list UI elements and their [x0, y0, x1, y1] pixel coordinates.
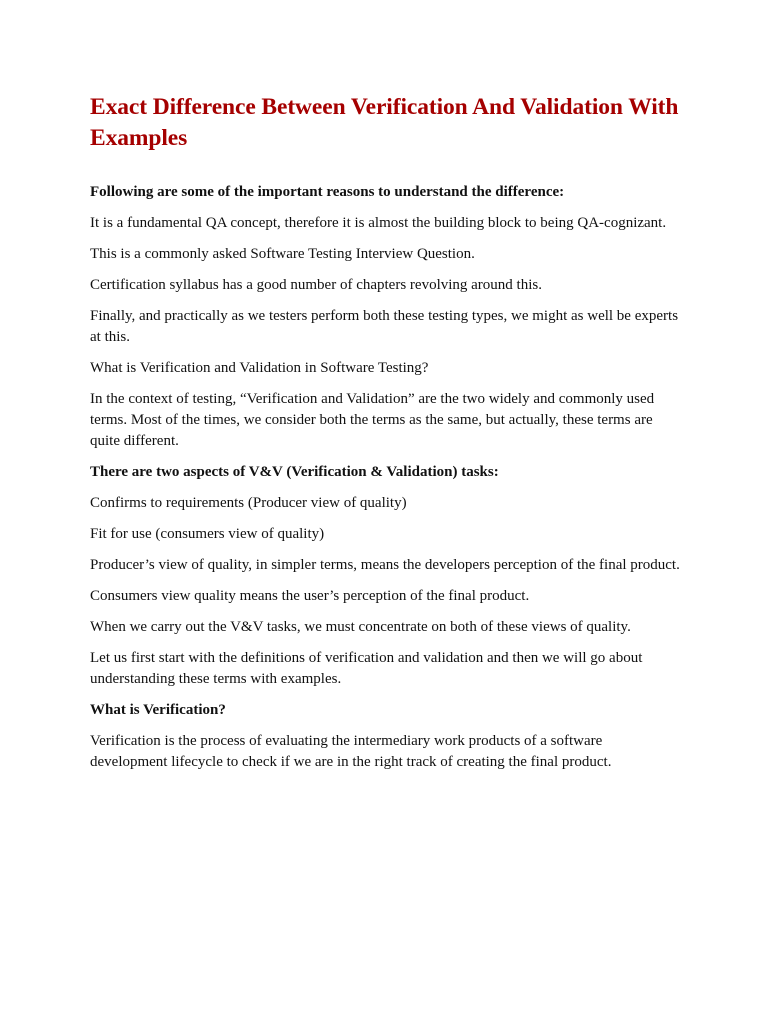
paragraph: Certification syllabus has a good number of chapters revolving around this.: [90, 277, 542, 293]
document-body: [90, 182, 682, 773]
paragraph: What is Verification and Validation in Software Testing?: [90, 360, 429, 376]
paragraph: In the context of testing, “Verification and Validation” are the two widely and commonly used terms. Most of the times, we consider both the terms as the same, but actually, these terms are quite different.: [90, 391, 655, 449]
paragraph: Confirms to requirements (Producer view of quality): [90, 495, 407, 511]
paragraph: Consumers view quality means the user’s perception of the final product.: [90, 588, 530, 604]
paragraph: Let us first start with the definitions of verification and validation and then we will go about understanding these terms with examples.: [90, 650, 643, 687]
paragraph: Following are some of the important reasons to understand the difference:: [90, 184, 565, 200]
paragraph: When we carry out the V&V tasks, we must concentrate on both of these views of quality.: [90, 619, 631, 635]
paragraph: There are two aspects of V&V (Verification & Validation) tasks:: [90, 464, 499, 480]
paragraph: Verification is the process of evaluating the intermediary work products of a software development lifecycle to check if we are in the right track of creating the final product.: [90, 733, 612, 770]
paragraph: It is a fundamental QA concept, therefore it is almost the building block to being QA-cognizant.: [90, 215, 667, 231]
paragraph: Fit for use (consumers view of quality): [90, 526, 325, 542]
document-title: Exact Difference Between Verification And Validation With Examples: [90, 94, 679, 151]
paragraph: Finally, and practically as we testers perform both these testing types, we might as well be experts at this.: [90, 308, 679, 345]
paragraph: This is a commonly asked Software Testing Interview Question.: [90, 246, 475, 262]
paragraph: Producer’s view of quality, in simpler terms, means the developers perception of the final product.: [90, 557, 680, 573]
paragraph: What is Verification?: [90, 702, 226, 718]
